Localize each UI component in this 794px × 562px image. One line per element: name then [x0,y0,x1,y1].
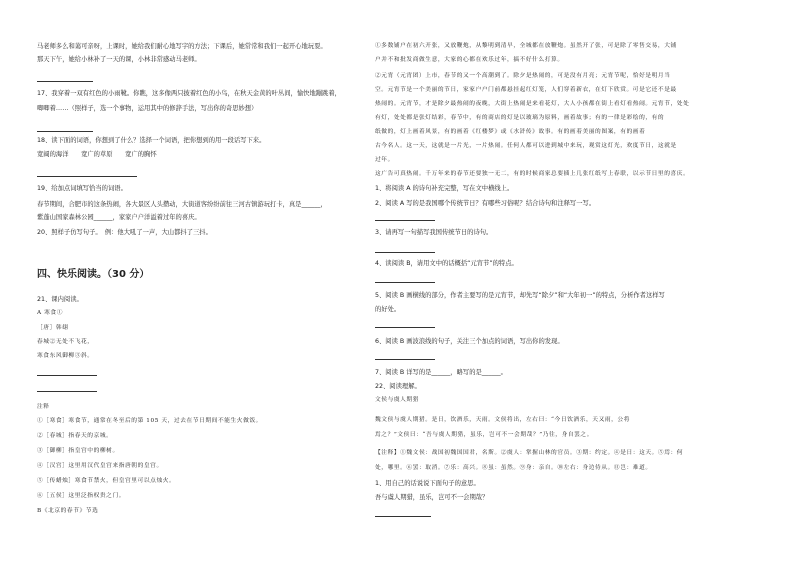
question-22-1-sentence: 吾与虞人期猎，虽乐，岂可不一会期哉？ [375,494,489,501]
notes-title: 注释 [37,404,50,410]
question-3: 3、请再写一句描写我国传统节日的诗句。 [375,229,493,236]
answer-line [375,359,435,360]
answer-line [37,176,137,177]
q18-prompt: 18、读下面的词语，你想到了什么？选择一个词语，把你想到的用一段话写下来。 [37,137,266,144]
answer-line [375,220,435,221]
passage-b-p2-6: 古今名人。这一天，这就是一片光，一片热闹。任何人都可以进到城中来玩，观赏这灯光，欢度节日，这就是 [375,143,677,149]
passage-b-p2-7: 过年。 [375,157,394,163]
q19-prompt: 19、给加点词填写恰当的词语。 [37,185,127,192]
passage-b-p1: ①多数铺户在初六开张，又放鞭炮，从黎明到清早，全城都在放鞭炮。虽然开了张，可是除了零售交易，大铺 [375,43,677,49]
passage-b-p2-5: 纸做的，灯上画着风景，有的画着《红楼梦》或《水浒传》故事。有的画着美丽的图案，有的画着 [375,129,646,135]
note-1: ①［寒食］寒食节，通常在冬至后的第 105 天，过去在节日期间不能生火做饭。 [37,418,262,424]
section-heading: 四、快乐阅读。（30 分） [37,269,150,280]
classical-text-2: 焉之？”文侯曰：“吾与虞人期猎，虽乐，岂可不一会期哉？”乃往，身自罢之。 [375,432,594,438]
passage-b-p3: 这广告可真热闹。千万年来的春节还要独一无二，有的时候商家总要插上几张红纸写上春联，以示节日里的喜庆。 [375,171,690,177]
passage-b-p1b: 户并不和批发商做生意，大家的心都在欢乐过年，搞不好什么打算。 [375,57,564,63]
glossary-2: 处，哪里。⑥罢：取消。⑦乐：高兴。⑧虽：虽然。⑨身：亲自。⑩左右：身边侍从。⑪岂：难道。 [375,465,652,471]
passage-b-p2-1: ②元宵（元宵团）上市，春节的又一个高潮到了。除夕是热闹的，可是没有月亮；元宵节呢，恰好是明月当 [375,73,671,79]
passage-b-p2-3: 热闹的。元宵节，才是除夕最热闹的夜晚，大街上热闹是来看花灯，大人小孩都在街上看灯看热闹。元宵节，处处 [375,101,690,107]
note-6: ⑥［五侯］这里泛指权贵之门。 [37,493,126,499]
right-column [375,0,767,562]
question-6: 6、阅读 B 画波浪线的句子，关注三个加点的词语，写出你的发现。 [375,338,564,345]
passage-b-p2-2: 空。元宵节是一个美丽的节日，家家户户门前都悬挂起红灯笼，人们穿着新衣，在灯下欣赏。可是它还不是最 [375,87,677,93]
poem-a-author: ［唐］韩翃 [37,325,69,331]
poem-blank-line-1 [37,375,97,376]
answer-line [375,252,435,253]
question-2: 2、阅读 A 写的是我国哪个传统节日？有哪些习俗呢？结合诗句和注释写一写。 [375,200,596,207]
q20-prompt: 20、照样子仿写句子。 例：他大吼了一声，大山都抖了三抖。 [37,229,212,236]
classical-title: 文侯与虞人期猎 [375,397,420,403]
q17-line-2: 唧唧着……（照样子，选一个事物，运用其中的修辞手法，写出你的奇思妙想） [37,105,258,112]
q17-line-1: 17、我穿着一双有红色的小雨靴。你瞧，这多像两只披着红色的小鸟，在秋天金黄的叶丛间，愉快地蹦跳着， [37,90,341,97]
poem-a-title: A 寒食① [37,310,63,316]
poem-a-line-2: 寒食东风御柳③斜。 [37,353,94,359]
q21-prompt: 21、课内阅读。 [37,296,83,303]
answer-line [37,131,93,132]
question-22-1: 1、用自己的话说说下面句子的意思。 [375,480,480,487]
answer-line [375,282,435,283]
q16-line-2: 那天下午，她给小林补了一天的课，小林非常感动马老师。 [37,56,201,63]
classical-text-1: 魏文侯与虞人期猎。是日，饮酒乐，天雨。文侯将出，左右曰：“今日饮酒乐，天又雨，公将 [375,417,631,423]
excerpt-b-title: B《北京的春节》节选 [37,508,99,514]
question-5: 5、阅读 B 画横线的部分，作者主要写的是元宵节，却先写“除夕”和“大年初一”的特点，分析作者这样写 [375,292,665,299]
answer-line [375,516,431,517]
note-3: ③［御柳］指皇宫中的柳树。 [37,448,119,454]
left-column [37,0,372,562]
question-22: 22、阅读理解。 [375,383,421,390]
poem-blank-line-2 [37,391,97,392]
q19-line-2: 紫蓬山国家森林公园______，家家户户洋溢着过年的喜庆。 [37,214,201,221]
poem-a-line-1: 春城②无处不飞花， [37,339,94,345]
q19-line-1: 春节期间，合肥市的这条热闹，各大景区人头攒动，大街道客纷纷前往三河古镇游玩打卡，真是______， [37,201,327,208]
note-4: ④［汉宫］这里用汉代皇宫来指唐朝的皇宫。 [37,463,163,469]
q16-line-1: 马老师多么和蔼可亲呀，上课时，她给我们耐心地写字的方法；下课后，她常常和我们一起开心地玩耍。 [37,43,327,50]
answer-line [375,327,435,328]
question-5b: 的好处。 [375,306,401,313]
question-4: 4、读阅读 B，请用文中的话概括“元宵节”的特点。 [375,260,518,267]
glossary-1: 【注释】①魏文侯：战国初魏国国君，名斯。②虞人：掌握山林的官员。③期：约定。④是日：这天。⑤焉：何 [375,450,684,456]
note-2: ②［春城］指春天的京城。 [37,433,113,439]
note-5: ⑤［传蜡烛］寒食节禁火，但皇宫里可以点烛火。 [37,478,176,484]
answer-line [37,81,93,82]
passage-b-p2-4: 有灯，处处都是张灯结彩，春节中，有的商店的灯是以玻璃为原料，画着故事；有的一律是彩绘的，有的 [375,115,665,121]
question-1: 1、将阅读 A 的诗句补充完整，写在文中横线上。 [375,185,514,192]
q18-words: 宽阔的海洋 宽广的草原 宽广的胸怀 [37,151,157,158]
question-7: 7、阅读 B 详写的是______，略写的是______。 [375,369,507,376]
